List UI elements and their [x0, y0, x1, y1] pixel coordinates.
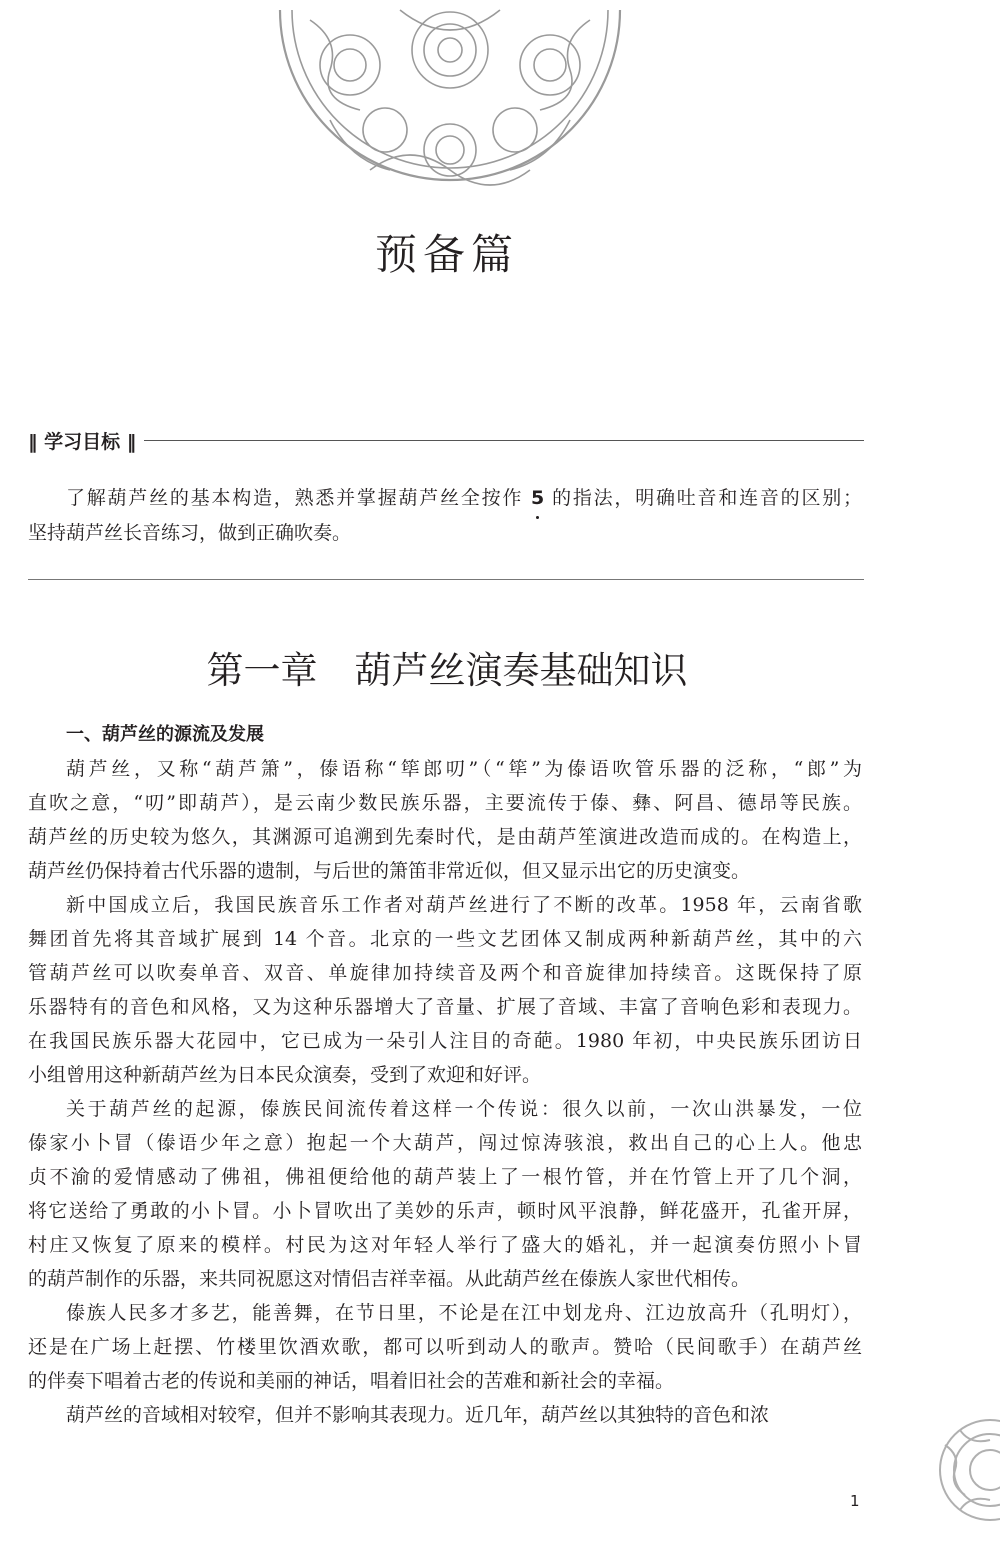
paragraph-line: 的伴奏下唱着古老的传说和美丽的神话，唱着旧社会的苦难和新社会的幸福。 [28, 1370, 675, 1392]
paragraph-line: 小组曾用这种新葫芦丝为日本民众演奏，受到了欢迎和好评。 [28, 1064, 542, 1086]
paragraph-line: 直吹之意，“叨”即葫芦），是云南少数民族乐器，主要流传于傣、彝、阿昌、德昂等民族。 [28, 792, 862, 814]
paragraph-line: 管葫芦丝可以吹奏单音、双音、单旋律加持续音及两个和音旋律加持续音。这既保持了原 [28, 962, 862, 984]
paragraph-line: 葫芦丝的音域相对较窄，但并不影响其表现力。近几年，葫芦丝以其独特的音色和浓 [66, 1404, 770, 1426]
body-text [28, 752, 862, 1432]
floral-ornament [270, 0, 630, 205]
paragraph-line: 将它送给了勇敢的小卜冒。小卜冒吹出了美妙的乐声，顿时风平浪静，鲜花盛开，孔雀开屏， [28, 1200, 862, 1222]
paragraph-line: 新中国成立后，我国民族音乐工作者对葫芦丝进行了不断的改革。1958 年，云南省歌 [66, 894, 862, 916]
paragraph-line: 村庄又恢复了原来的模样。村民为这对年轻人举行了盛大的婚礼，并一起演奏仿照小卜冒 [28, 1234, 862, 1256]
paragraph-line: 傣族人民多才多艺，能善舞，在节日里，不论是在江中划龙舟、江边放高升（孔明灯）， [66, 1302, 862, 1324]
paragraph-line: 葫芦丝，又称“葫芦箫”，傣语称“筚郎叨”（“筚”为傣语吹管乐器的泛称，“郎”为 [66, 758, 862, 780]
section-heading: 一、葫芦丝的源流及发展 [66, 724, 264, 745]
learning-goals-label: ‖ 学习目标 ‖ [28, 430, 137, 453]
part-title: 预备篇 [374, 230, 519, 279]
learning-goals-header [28, 426, 864, 454]
learning-goals-text [28, 481, 862, 551]
paragraph-line: 还是在广场上赶摆、竹楼里饮酒欢歌，都可以听到动人的歌声。赞哈（民间歌手）在葫芦丝 [28, 1336, 862, 1358]
paragraph-line: 的葫芦制作的乐器，来共同祝愿这对情侣吉祥幸福。从此葫芦丝在傣族人家世代相传。 [28, 1268, 751, 1290]
paragraph-line: 葫芦丝的历史较为悠久，其渊源可追溯到先秦时代，是由葫芦笙演进改造而成的。在构造上， [28, 826, 862, 848]
dotted-note-5: 5 [531, 481, 544, 516]
paragraph-line: 在我国民族乐器大花园中，它已成为一朵引人注目的奇葩。1980 年初，中央民族乐团访日 [28, 1030, 862, 1052]
corner-floral-ornament [920, 1415, 1000, 1525]
goals-text-part: 了解葫芦丝的基本构造，熟悉并掌握葫芦丝全按作 [66, 487, 532, 509]
paragraph-line: 舞团首先将其音域扩展到 14 个音。北京的一些文艺团体又制成两种新葫芦丝，其中的六 [28, 928, 862, 950]
paragraph-line: 乐器特有的音色和风格，又为这种乐器增大了音量、扩展了音域、丰富了音响色彩和表现力。 [28, 996, 862, 1018]
section-divider [28, 579, 864, 580]
paragraph-line: 贞不渝的爱情感动了佛祖，佛祖便给他的葫芦装上了一根竹管，并在竹管上开了几个洞， [28, 1166, 862, 1188]
paragraph-line: 葫芦丝仍保持着古代乐器的遗制，与后世的箫笛非常近似，但又显示出它的历史演变。 [28, 860, 751, 882]
paragraph-line: 关于葫芦丝的起源，傣族民间流传着这样一个传说：很久以前，一次山洪暴发，一位 [66, 1098, 862, 1120]
header-rule [144, 440, 864, 441]
goals-text-part: 坚持葫芦丝长音练习，做到正确吹奏。 [28, 522, 352, 544]
goals-text-part: 的指法，明确吐音和连音的区别； [544, 487, 863, 509]
goals-line [28, 516, 862, 551]
goals-line [28, 481, 862, 516]
paragraph-line: 傣家小卜冒（傣语少年之意）抱起一个大葫芦，闯过惊涛骇浪，救出自己的心上人。他忠 [28, 1132, 862, 1154]
chapter-title: 第一章 葫芦丝演奏基础知识 [206, 649, 688, 692]
page-number: 1 [850, 1492, 860, 1510]
